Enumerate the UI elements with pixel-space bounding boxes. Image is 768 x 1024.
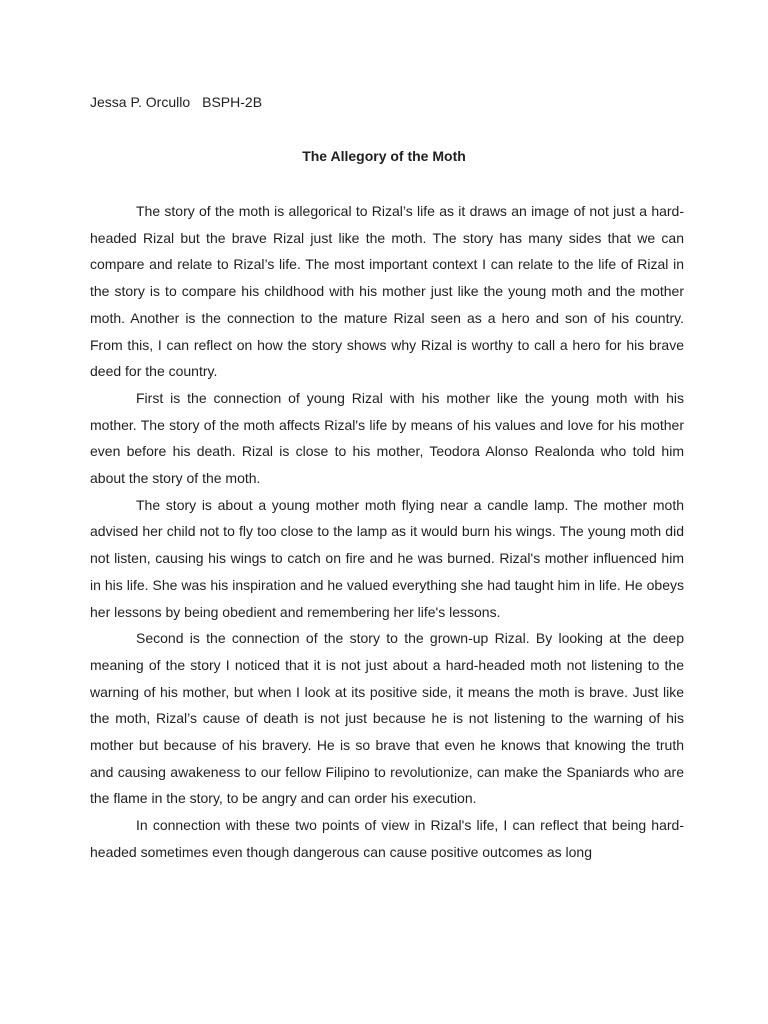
paragraph-3: The story is about a young mother moth flying near a candle lamp. The mother moth advised her child not to fly too close to the lamp as it would burn his wings. The young moth did not listen, causing his wings to catch on fire and he was burned. Rizal's mother influenced him in his life. She was his inspiration and he valued everything she had taught him in life. He obeys her lessons by being obedient and remembering her life's lessons. — [90, 496, 684, 620]
paragraph-1: The story of the moth is allegorical to Rizal’s life as it draws an image of not just a hard-headed Rizal but the brave Rizal just like the moth. The story has many sides that we can compare and relate to Rizal’s life. The most important context I can relate to the life of Rizal in the story is to compare his childhood with his mother just like the young moth and the mother moth. Another is the connection to the mature Rizal seen as a hero and son of his country. From this, I can reflect on how the story shows why Rizal is worthy to call a hero for his brave deed for the country. — [90, 203, 684, 380]
class-section: BSPH-2B — [202, 94, 263, 110]
paragraph-2: First is the connection of young Rizal with his mother like the young moth with his mother. The story of the moth affects Rizal's life by means of his values and love for his mother even before his death. Rizal is close to his mother, Teodora Alonso Realonda who told him about the story of the moth. — [90, 389, 684, 487]
document-title: The Allegory of the Moth — [302, 148, 466, 164]
author-name: Jessa P. Orcullo — [90, 94, 191, 110]
paragraph-5: In connection with these two points of view in Rizal's life, I can reflect that being hard-headed sometimes even though dangerous can cause positive outcomes as long — [90, 817, 684, 860]
document-body — [90, 198, 684, 866]
paragraph-4: Second is the connection of the story to the grown-up Rizal. By looking at the deep meaning of the story I noticed that it is not just about a hard-headed moth not listening to the warning of his mother, but when I look at its positive side, it means the moth is brave. Just like the moth, Rizal’s cause of death is not just because he is not listening to the warning of his mother but because of his bravery. He is so brave that even he knows that knowing the truth and causing awakeness to our fellow Filipino to revolutionize, can make the Spaniards who are the flame in the story, to be angry and can order his execution. — [90, 630, 684, 807]
author-header — [90, 92, 262, 112]
